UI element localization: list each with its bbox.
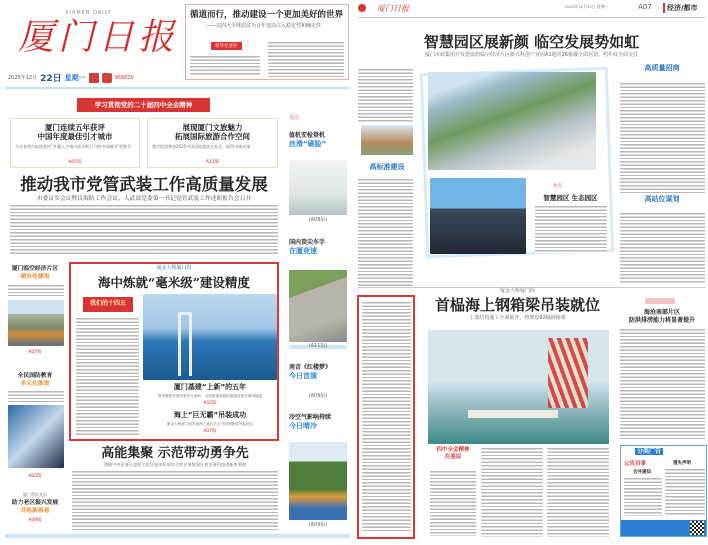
right-col-title-1[interactable]: 海沧南部片区 bbox=[643, 309, 680, 316]
feature-box[interactable] bbox=[69, 262, 279, 441]
promo-desc: 今年来我市陆续获评“外籍人才眼中最具吸引力的中国城市”等称号 bbox=[15, 144, 132, 149]
sidebar-subtitle: 在厦竞速 bbox=[289, 247, 317, 255]
header-logo: 厦门日报 bbox=[377, 4, 409, 13]
promo-desc: 我市组团参加2025中国国际旅游交易会，取得丰硕成果 bbox=[152, 144, 251, 149]
promo-ref: A11版 bbox=[205, 160, 220, 165]
masthead-logo: 厦门日报 bbox=[18, 17, 179, 58]
left-page bbox=[0, 0, 352, 545]
middle-body bbox=[535, 205, 607, 253]
sidebar-subtitle: 丝滑“刷脸” bbox=[289, 140, 327, 148]
side-left-ref: A05版 bbox=[28, 474, 42, 479]
second-body-3 bbox=[547, 447, 609, 537]
second-body-2 bbox=[481, 447, 543, 537]
sidebar-ref: (A09版) bbox=[308, 522, 328, 528]
qr-icon bbox=[89, 73, 99, 83]
side-left-title[interactable]: 全民国防教育 bbox=[17, 373, 53, 379]
crane bbox=[548, 338, 588, 408]
side-left-kicker: 厦门帮扶龙岩 bbox=[23, 492, 47, 497]
top-story-body-2 bbox=[268, 41, 344, 77]
feature-sub2-title[interactable]: 海上“巨无霸”吊装成功 bbox=[173, 411, 247, 419]
sidebar-title[interactable]: 国内顶尖车手 bbox=[289, 239, 326, 246]
app-icon bbox=[102, 73, 112, 83]
lead-headline[interactable]: 推动我市党管武装工作高质量发展 bbox=[20, 175, 268, 194]
side-left-ref: A07版 bbox=[28, 350, 42, 355]
header-date: 2025年12月22日 星期一 bbox=[565, 4, 609, 9]
sidebar-title[interactable]: 值机安检登机 bbox=[289, 132, 326, 139]
feature-kicker: 厦金大桥厦门段 bbox=[156, 265, 192, 271]
sidebar-ref: (A09版) bbox=[308, 393, 328, 399]
promo-title-2: 中国年度最佳引才城市 bbox=[37, 132, 113, 141]
ads-company: 合并通知 bbox=[633, 470, 651, 475]
park-photo bbox=[289, 442, 347, 520]
top-story-subtitle: ——以四大全球倡议为百年变局注入稳定性和确定性 bbox=[206, 23, 322, 29]
ads-lost-label: 遗失声明 bbox=[673, 461, 691, 466]
side-left-title[interactable]: 厦门临空经济片区 bbox=[11, 266, 59, 272]
plenary-tag bbox=[430, 447, 476, 460]
second-subtitle: 上部结构施工全面展开，将架设92榀钢箱梁 bbox=[469, 315, 566, 321]
side-left-subtitle: 多元化推进 bbox=[20, 381, 50, 387]
top-story-tag: 新华社述评 bbox=[211, 42, 242, 50]
promo-title-2: 拓展国际旅游合作空间 bbox=[175, 132, 250, 141]
header-logo-icon bbox=[358, 4, 366, 12]
header-rule bbox=[358, 17, 705, 18]
side-left-body bbox=[8, 390, 64, 402]
feature-body bbox=[76, 317, 139, 435]
focus-tag: 关注 bbox=[289, 115, 300, 121]
side-left-subtitle: 建设传捷报 bbox=[20, 274, 50, 280]
park-render-small bbox=[361, 125, 413, 155]
divider bbox=[5, 87, 350, 89]
right-col-body-2 bbox=[620, 212, 705, 284]
aerial-render-photo bbox=[428, 72, 596, 170]
education-photo bbox=[8, 405, 64, 468]
ads-left-body bbox=[624, 477, 662, 516]
feature-sub1-desc: 我市聚焦发展所需民生所盼，全面加强基础设施建设提升城市能级 bbox=[157, 394, 263, 398]
bottom-body bbox=[72, 470, 278, 530]
sidebar-title[interactable]: 南音《红楼梦》 bbox=[289, 364, 332, 371]
masthead-english: XIAMEN DAILY bbox=[65, 10, 112, 16]
feature-sub2-ref: A07版 bbox=[203, 429, 217, 434]
promo-box-talent[interactable] bbox=[10, 118, 140, 168]
theme-banner: 学习贯彻党的二十届四中全会精神 bbox=[77, 98, 210, 112]
side-left-subtitle: 共绘新画卷 bbox=[20, 508, 50, 514]
highlight-tag: 亮点 bbox=[553, 184, 562, 189]
ads-notice-label: 公告启事 bbox=[624, 461, 647, 467]
feature-sub2-desc: 厦金大桥厦门段首座海上液压式大节段钢箱梁吊装到位 bbox=[166, 422, 254, 426]
construction-photo bbox=[8, 300, 64, 346]
right-col-body bbox=[620, 82, 705, 194]
top-story-box[interactable] bbox=[185, 4, 349, 80]
side-left-body bbox=[8, 284, 64, 296]
page-number: A07 bbox=[638, 3, 652, 11]
section-right2-title: 高站位谋划 bbox=[644, 195, 680, 203]
second-kicker: 厦金大桥厦门段 bbox=[499, 288, 535, 294]
sidebar-subtitle: 今日首演 bbox=[289, 372, 317, 380]
second-headline[interactable]: 首榀海上钢箱梁吊装就位 bbox=[434, 296, 600, 314]
lead-subtitle: 市委议军会议暨议海防工作会议、人武部党委第一书记党管武装工作述职报告会召开 bbox=[36, 196, 252, 202]
lead-headline[interactable]: 智慧园区展新颜 临空发展势如虹 bbox=[423, 33, 640, 51]
conference-photo bbox=[430, 178, 526, 254]
ads-right-body bbox=[665, 468, 705, 516]
feature-title: 海中炼就“毫米级”建设精度 bbox=[98, 275, 250, 290]
date-line bbox=[8, 71, 134, 84]
day: 22日 bbox=[40, 74, 62, 84]
crane-photo bbox=[428, 330, 609, 444]
top-story-title: 循道而行，推动建设一个更加美好的世界 bbox=[190, 10, 344, 20]
box-girder bbox=[468, 410, 558, 418]
second-body-1 bbox=[430, 470, 476, 536]
bottom-subtitle: 海峡中央法务区思明示范区逐步构成综合性法务集聚区和法务科技创新集聚地 bbox=[103, 462, 247, 467]
face-scan-photo bbox=[289, 160, 347, 215]
sidebar-ref: (A08版) bbox=[308, 217, 328, 223]
commentary-body bbox=[362, 301, 411, 533]
promo-box-tourism[interactable] bbox=[147, 118, 278, 168]
classified-ads-box[interactable] bbox=[620, 445, 707, 537]
right-page bbox=[355, 0, 708, 545]
promo-title-1: 厦门连续五年获评 bbox=[45, 123, 105, 132]
promo-title-1: 展现厦门文旅魅力 bbox=[182, 123, 243, 132]
top-story-body bbox=[190, 55, 260, 75]
section-left-title: 高标准建设 bbox=[369, 163, 405, 171]
section-right1-title: 高质量招商 bbox=[644, 64, 680, 72]
plenary-tag-line1: 四中全会精神 bbox=[436, 447, 470, 453]
weekday: 星期一 bbox=[64, 73, 86, 82]
bridge-photo bbox=[143, 294, 277, 380]
right-col-tag bbox=[645, 298, 675, 304]
left-col-body-2 bbox=[358, 178, 413, 286]
section-name: 经济/都市 bbox=[663, 3, 698, 13]
side-left-title[interactable]: 助力老区振兴发展 bbox=[11, 500, 59, 506]
plenary-tag-line2: 在基层 bbox=[444, 453, 462, 460]
hotline: 968820 bbox=[114, 74, 134, 81]
commentary-box[interactable] bbox=[357, 295, 415, 539]
ads-brand: 分类广告 bbox=[637, 448, 662, 455]
bottom-headline[interactable]: 高能集聚 示范带动勇争先 bbox=[101, 446, 249, 461]
lead-body bbox=[10, 204, 278, 254]
feature-sub1-ref: A02版 bbox=[203, 401, 217, 406]
qr-code-icon bbox=[690, 521, 704, 535]
footer-bar bbox=[5, 534, 350, 538]
sidebar-ref: (A11版) bbox=[308, 343, 328, 349]
bridge-tower bbox=[178, 312, 192, 376]
section-middle-title: 智慧园区 生态园区 bbox=[543, 194, 598, 202]
feature-sub1-title[interactable]: 厦门基建“上新”的五年 bbox=[173, 383, 247, 391]
promo-ref: A05版 bbox=[68, 160, 82, 165]
right-col-title-2: 防洪排涝能力将显著提升 bbox=[628, 317, 695, 324]
side-left-ref: A09版 bbox=[28, 518, 42, 523]
sidebar-title[interactable]: 冷空气影响持续 bbox=[289, 414, 332, 421]
racing-photo bbox=[289, 270, 347, 342]
right-col-body-3 bbox=[620, 328, 705, 440]
date: 2025年12月 bbox=[8, 75, 38, 81]
lead-subtitle: 厦门市政集团开发建设的临空经济片区新兴科创产业园A1地块26栋楼全面封顶，明年底全面交付 bbox=[425, 52, 638, 58]
sidebar-subtitle: 今日晴冷 bbox=[289, 422, 317, 430]
feature-tag: 我们的十四五 bbox=[83, 297, 133, 312]
left-col-body bbox=[358, 68, 413, 123]
